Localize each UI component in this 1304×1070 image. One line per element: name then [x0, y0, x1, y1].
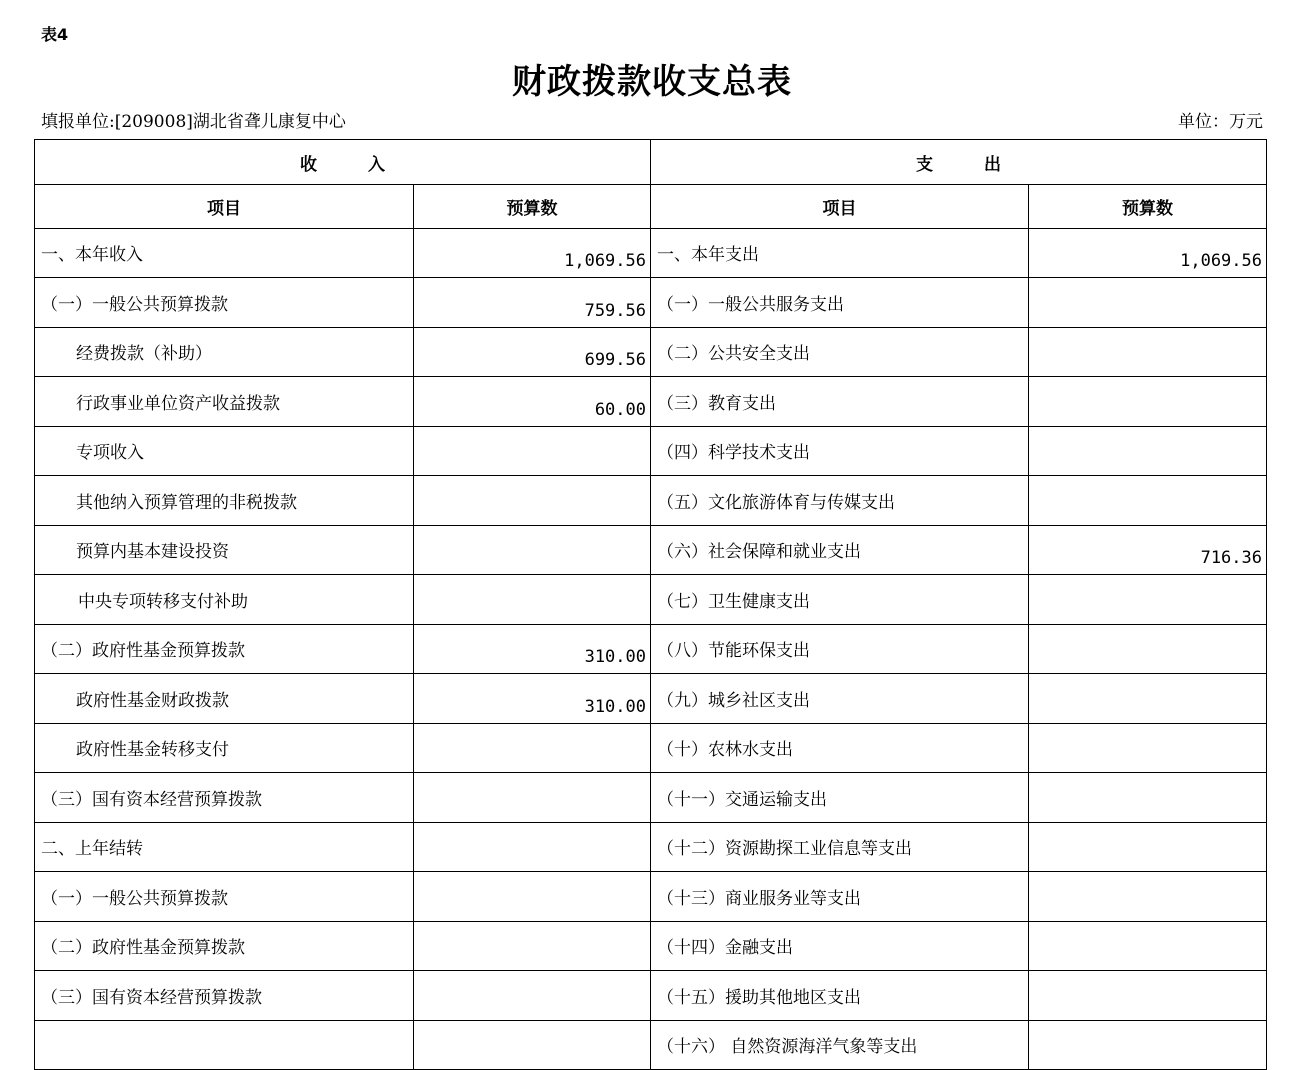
expense-value-cell — [1029, 1020, 1267, 1070]
income-value-cell — [414, 723, 651, 773]
income-section-header: 收 入 — [35, 140, 651, 185]
page-title: 财政拨款收支总表 — [512, 62, 792, 102]
income-value-cell: 1,069.56 — [414, 228, 651, 278]
income-item-cell: （三）国有资本经营预算拨款 — [35, 773, 414, 823]
expense-item-cell: （九）城乡社区支出 — [651, 674, 1029, 724]
expense-item-cell: （十）农林水支出 — [651, 723, 1029, 773]
income-item-cell: 二、上年结转 — [35, 822, 414, 872]
table-row — [35, 971, 1267, 1021]
table-row — [35, 1020, 1267, 1070]
table-row — [35, 575, 1267, 625]
currency-unit: 单位：万元 — [1178, 112, 1263, 132]
expense-value-cell — [1029, 872, 1267, 922]
expense-value-cell — [1029, 822, 1267, 872]
expense-value-cell — [1029, 674, 1267, 724]
expense-item-cell: （八）节能环保支出 — [651, 624, 1029, 674]
expense-value-cell — [1029, 723, 1267, 773]
table-row — [35, 921, 1267, 971]
income-value-cell — [414, 525, 651, 575]
table-row — [35, 426, 1267, 476]
income-value-cell: 699.56 — [414, 327, 651, 377]
expense-value-cell: 1,069.56 — [1029, 228, 1267, 278]
income-item-cell: 中央专项转移支付补助 — [35, 575, 414, 625]
income-budget-header: 预算数 — [414, 185, 651, 229]
income-item-cell: （三）国有资本经营预算拨款 — [35, 971, 414, 1021]
income-item-cell: 经费拨款（补助） — [35, 327, 414, 377]
expense-value-cell — [1029, 921, 1267, 971]
income-value-cell — [414, 575, 651, 625]
income-item-cell: 预算内基本建设投资 — [35, 525, 414, 575]
income-item-cell: （一）一般公共预算拨款 — [35, 278, 414, 328]
section-header-row — [35, 140, 1267, 185]
expense-item-cell: （一）一般公共服务支出 — [651, 278, 1029, 328]
expense-value-cell — [1029, 278, 1267, 328]
income-value-cell: 310.00 — [414, 624, 651, 674]
expense-value-cell — [1029, 476, 1267, 526]
expense-item-cell: （十六） 自然资源海洋气象等支出 — [651, 1020, 1029, 1070]
income-item-cell: 一、本年收入 — [35, 228, 414, 278]
table-row — [35, 228, 1267, 278]
expense-value-cell — [1029, 327, 1267, 377]
expense-item-cell: （十三）商业服务业等支出 — [651, 872, 1029, 922]
table-row — [35, 822, 1267, 872]
income-value-cell — [414, 476, 651, 526]
table-row — [35, 723, 1267, 773]
table-row — [35, 525, 1267, 575]
expense-item-cell: （十一）交通运输支出 — [651, 773, 1029, 823]
table-row — [35, 674, 1267, 724]
income-item-cell: （一）一般公共预算拨款 — [35, 872, 414, 922]
income-value-cell — [414, 426, 651, 476]
expense-item-cell: 一、本年支出 — [651, 228, 1029, 278]
column-header-row — [35, 185, 1267, 229]
income-value-cell — [414, 1020, 651, 1070]
income-value-cell — [414, 921, 651, 971]
table-row — [35, 872, 1267, 922]
table-row — [35, 624, 1267, 674]
table-row — [35, 476, 1267, 526]
income-value-cell: 759.56 — [414, 278, 651, 328]
expense-value-cell: 716.36 — [1029, 525, 1267, 575]
expense-item-cell: （二）公共安全支出 — [651, 327, 1029, 377]
expense-item-cell: （七）卫生健康支出 — [651, 575, 1029, 625]
expense-item-header: 项目 — [651, 185, 1029, 229]
reporting-unit: 填报单位:[209008]湖北省聋儿康复中心 — [41, 112, 346, 132]
income-value-cell: 310.00 — [414, 674, 651, 724]
expense-section-header: 支 出 — [651, 140, 1267, 185]
expense-item-cell: （十二）资源勘探工业信息等支出 — [651, 822, 1029, 872]
expense-item-cell: （十五）援助其他地区支出 — [651, 971, 1029, 1021]
income-item-cell: 其他纳入预算管理的非税拨款 — [35, 476, 414, 526]
income-item-cell: 专项收入 — [35, 426, 414, 476]
expense-value-cell — [1029, 426, 1267, 476]
income-value-cell — [414, 872, 651, 922]
expense-value-cell — [1029, 773, 1267, 823]
expense-value-cell — [1029, 377, 1267, 427]
income-value-cell — [414, 822, 651, 872]
expense-item-cell: （五）文化旅游体育与传媒支出 — [651, 476, 1029, 526]
expense-value-cell — [1029, 575, 1267, 625]
table-row — [35, 278, 1267, 328]
table-row — [35, 773, 1267, 823]
table-body — [35, 228, 1267, 1070]
expense-item-cell: （六）社会保障和就业支出 — [651, 525, 1029, 575]
income-item-cell: （二）政府性基金预算拨款 — [35, 921, 414, 971]
income-item-cell: （二）政府性基金预算拨款 — [35, 624, 414, 674]
table-row — [35, 327, 1267, 377]
expense-value-cell — [1029, 624, 1267, 674]
budget-table — [34, 139, 1267, 1070]
table-row — [35, 377, 1267, 427]
income-item-cell — [35, 1020, 414, 1070]
expense-value-cell — [1029, 971, 1267, 1021]
expense-item-cell: （四）科学技术支出 — [651, 426, 1029, 476]
income-item-cell: 政府性基金转移支付 — [35, 723, 414, 773]
income-value-cell: 60.00 — [414, 377, 651, 427]
income-value-cell — [414, 773, 651, 823]
income-item-cell: 政府性基金财政拨款 — [35, 674, 414, 724]
income-value-cell — [414, 971, 651, 1021]
expense-item-cell: （三）教育支出 — [651, 377, 1029, 427]
expense-budget-header: 预算数 — [1029, 185, 1267, 229]
income-item-header: 项目 — [35, 185, 414, 229]
table-number: 表4 — [41, 25, 69, 44]
expense-item-cell: （十四）金融支出 — [651, 921, 1029, 971]
income-item-cell: 行政事业单位资产收益拨款 — [35, 377, 414, 427]
